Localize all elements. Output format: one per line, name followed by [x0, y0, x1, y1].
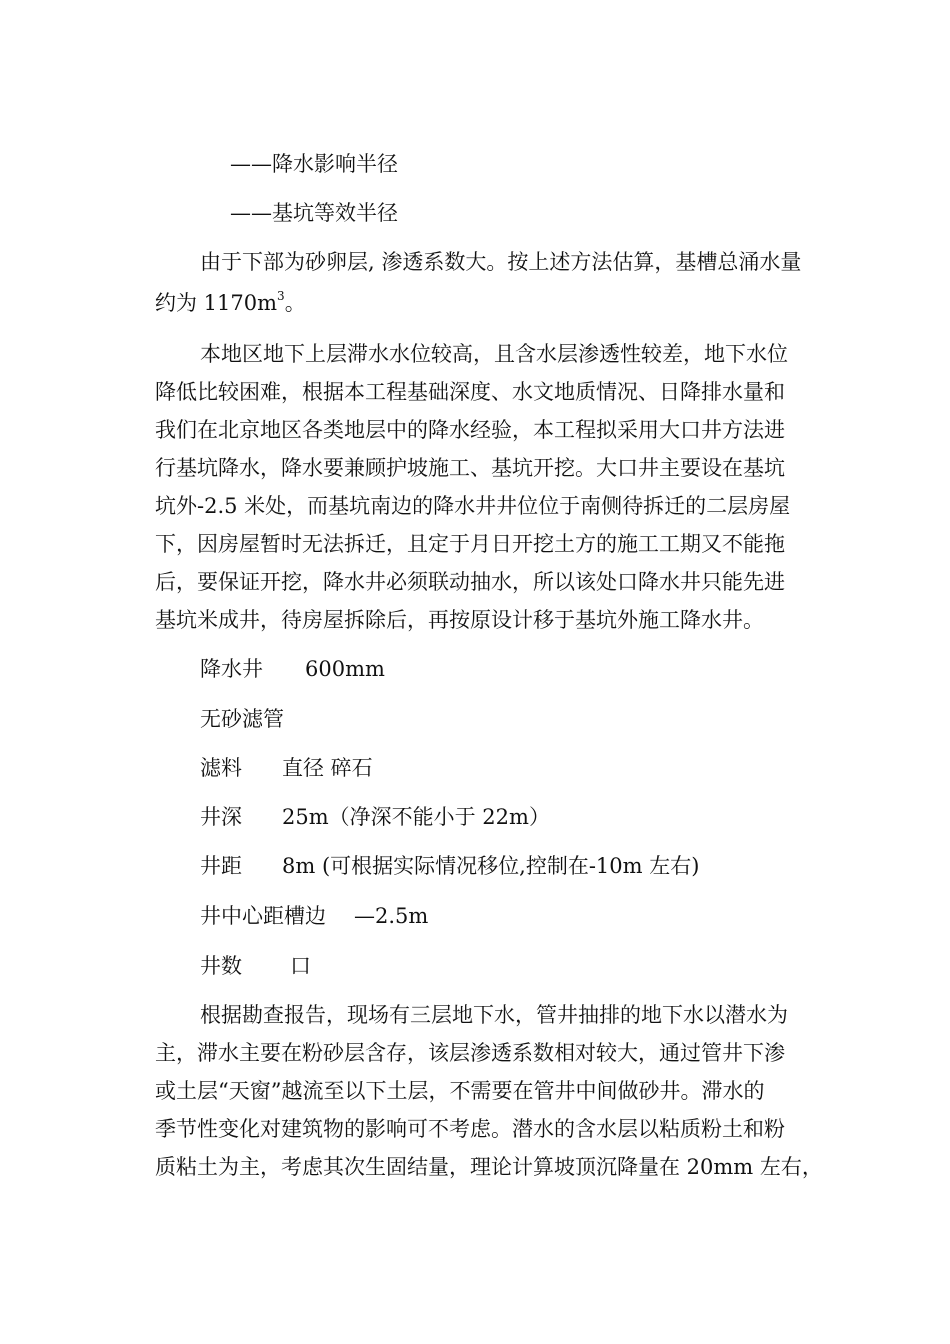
spec-spacing — [200, 852, 699, 880]
paragraph-3-line: 或土层“天窗”越流至以下土层，不需要在管井中间做砂井。滞水的 — [155, 1079, 765, 1103]
spec-spacing-value: 8m (可根据实际情况移位,控制在-10m 左右) — [282, 854, 700, 878]
spec-center-value: —2.5m — [354, 904, 429, 928]
spec-pipe: 无砂滤管 — [200, 707, 284, 731]
paragraph-3-line: 质粘土为主，考虑其次生固结量，理论计算坡顶沉降量在 20mm 左右， — [155, 1155, 823, 1179]
spec-well-value: 600mm — [305, 657, 385, 681]
spec-depth-label: 井深 — [200, 805, 242, 829]
paragraph-2-line: 基坑米成井，待房屋拆除后，再按原设计移于基坑外施工降水井。 — [155, 608, 764, 632]
spec-well-label: 降水井 — [200, 657, 263, 681]
paragraph-3-line: 季节性变化对建筑物的影响可不考虑。潜水的含水层以粘质粉土和粉 — [155, 1117, 785, 1141]
water-volume-text: 约为 1170m — [155, 291, 278, 315]
spec-spacing-label: 井距 — [200, 854, 242, 878]
spec-filter-value: 直径 碎石 — [282, 756, 373, 780]
paragraph-2-line: 行基坑降水，降水要兼顾护坡施工、基坑开挖。大口井主要设在基坑 — [155, 456, 785, 480]
paragraph-2-line: 本地区地下上层滞水水位较高，且含水层渗透性较差，地下水位 — [200, 342, 788, 366]
definition-influence-radius: ——降水影响半径 — [230, 152, 398, 176]
spec-count-value: 口 — [290, 954, 311, 978]
definition-equivalent-radius: ——基坑等效半径 — [230, 201, 398, 225]
cubic-superscript: 3 — [277, 289, 285, 303]
water-volume-end: 。 — [284, 291, 306, 315]
spec-count — [200, 952, 311, 980]
spec-center-distance — [200, 902, 428, 930]
spec-filter — [200, 754, 373, 782]
paragraph-2-line: 降低比较困难，根据本工程基础深度、水文地质情况、日降排水量和 — [155, 380, 785, 404]
paragraph-3-line: 主，滞水主要在粉砂层含存，该层渗透系数相对较大，通过管井下渗 — [155, 1041, 785, 1065]
paragraph-1-line-1: 由于下部为砂卵层, 渗透系数大。按上述方法估算，基槽总涌水量 — [200, 250, 802, 274]
paragraph-3-line: 根据勘查报告，现场有三层地下水，管井抽排的地下水以潜水为 — [200, 1003, 788, 1027]
paragraph-2-line: 坑外-2.5 米处，而基坑南边的降水井井位位于南侧待拆迁的二层房屋 — [155, 494, 791, 518]
paragraph-1-line-2 — [155, 289, 306, 317]
spec-center-label: 井中心距槽边 — [200, 904, 326, 928]
paragraph-2-line: 我们在北京地区各类地层中的降水经验，本工程拟采用大口井方法进 — [155, 418, 785, 442]
paragraph-2-line: 后，要保证开挖，降水井必须联动抽水，所以该处口降水井只能先进 — [155, 570, 785, 594]
paragraph-2-line: 下，因房屋暂时无法拆迁，且定于月日开挖土方的施工工期又不能拖 — [155, 532, 785, 556]
spec-depth-value: 25m（净深不能小于 22m） — [282, 805, 550, 829]
spec-filter-label: 滤料 — [200, 756, 242, 780]
spec-count-label: 井数 — [200, 954, 242, 978]
spec-well — [200, 655, 385, 683]
spec-depth — [200, 803, 550, 831]
